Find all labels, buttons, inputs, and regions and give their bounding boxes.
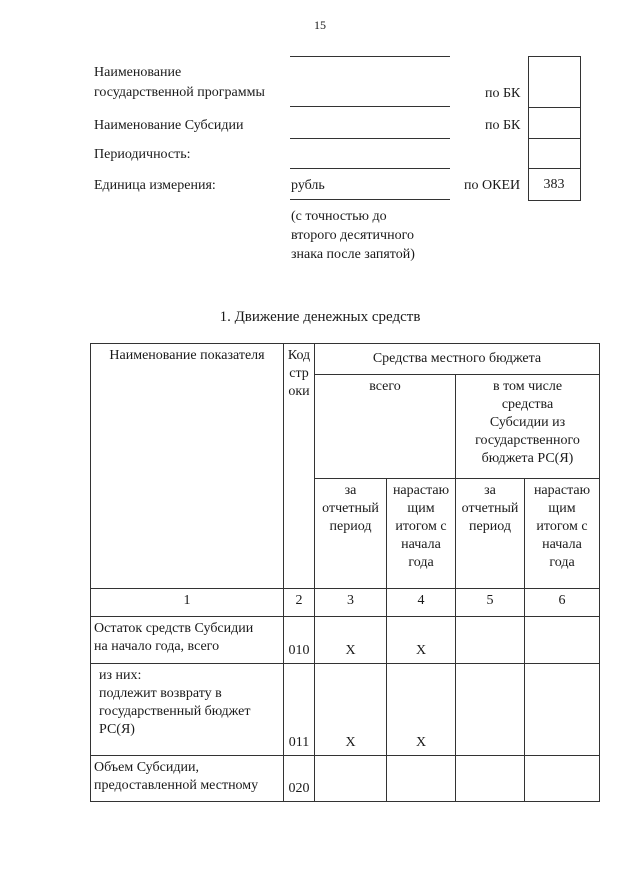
program-value-line[interactable] xyxy=(290,106,450,107)
bk-code-box-subsidy[interactable] xyxy=(528,106,581,139)
precision-note-line2: второго десятичного xyxy=(291,228,414,243)
periodicity-code-box[interactable] xyxy=(528,138,581,169)
row-cell: X xyxy=(387,617,456,664)
header-subsidy-part: в том числе средства Субсидии из государственного бюджета РС(Я) xyxy=(456,375,600,479)
subsidy-value-line[interactable] xyxy=(290,138,450,139)
row-cell: X xyxy=(387,664,456,756)
precision-note-line1: (с точностью до xyxy=(291,209,387,224)
table-row xyxy=(91,664,600,756)
column-number: 4 xyxy=(387,589,456,617)
header-local-budget: Средства местного бюджета xyxy=(315,344,600,375)
okei-code: 383 xyxy=(543,177,565,192)
program-top-line xyxy=(290,56,450,57)
row-code: 011 xyxy=(284,664,315,756)
periodicity-label: Периодичность: xyxy=(94,147,191,162)
row-cell[interactable] xyxy=(456,664,525,756)
okei-label: по ОКЕИ xyxy=(464,178,521,193)
row-cell[interactable] xyxy=(456,756,525,802)
program-label-line2: государственной программы xyxy=(94,85,265,100)
bk-label: по БК xyxy=(485,86,521,101)
periodicity-value-line[interactable] xyxy=(290,168,450,169)
header-subsidy-cumulative: нарастаю щим итогом с начала года xyxy=(525,479,600,589)
column-number: 1 xyxy=(91,589,284,617)
section-title: 1. Движение денежных средств xyxy=(219,309,421,325)
unit-value-line xyxy=(290,199,450,200)
header-total-cumulative: нарастаю щим итогом с начала года xyxy=(387,479,456,589)
program-label-line1: Наименование xyxy=(94,65,182,80)
unit-label: Единица измерения: xyxy=(94,178,216,193)
header-total-period: за отчетный период xyxy=(315,479,387,589)
page-number: 15 xyxy=(314,18,326,32)
column-number-row xyxy=(91,589,600,617)
column-number: 5 xyxy=(456,589,525,617)
column-number: 3 xyxy=(315,589,387,617)
cash-flow-table xyxy=(90,343,600,802)
row-code: 020 xyxy=(284,756,315,802)
header-subsidy-period: за отчетный период xyxy=(456,479,525,589)
row-cell: X xyxy=(315,617,387,664)
row-name: Остаток средств Субсидии на начало года, всего xyxy=(91,617,284,664)
row-cell[interactable] xyxy=(315,756,387,802)
header-code: Код стр оки xyxy=(284,344,315,589)
header-indicator: Наименование показателя xyxy=(91,344,284,589)
row-code: 010 xyxy=(284,617,315,664)
bk-code-box-program[interactable] xyxy=(528,56,581,108)
row-cell[interactable] xyxy=(525,617,600,664)
row-cell[interactable] xyxy=(525,664,600,756)
table-row xyxy=(91,756,600,802)
header-total: всего xyxy=(315,375,456,479)
column-number: 6 xyxy=(525,589,600,617)
row-cell[interactable] xyxy=(525,756,600,802)
column-number: 2 xyxy=(284,589,315,617)
row-name: Объем Субсидии, предоставленной местному xyxy=(91,756,284,802)
bk-label-2: по БК xyxy=(485,118,521,133)
precision-note-line3: знака после запятой) xyxy=(291,247,415,262)
subsidy-label: Наименование Субсидии xyxy=(94,118,244,133)
row-cell[interactable] xyxy=(456,617,525,664)
table-row xyxy=(91,617,600,664)
unit-value: рубль xyxy=(291,178,325,193)
row-cell[interactable] xyxy=(387,756,456,802)
row-name: из них: подлежит возврату в государственный бюджет РС(Я) xyxy=(91,664,284,756)
row-cell: X xyxy=(315,664,387,756)
